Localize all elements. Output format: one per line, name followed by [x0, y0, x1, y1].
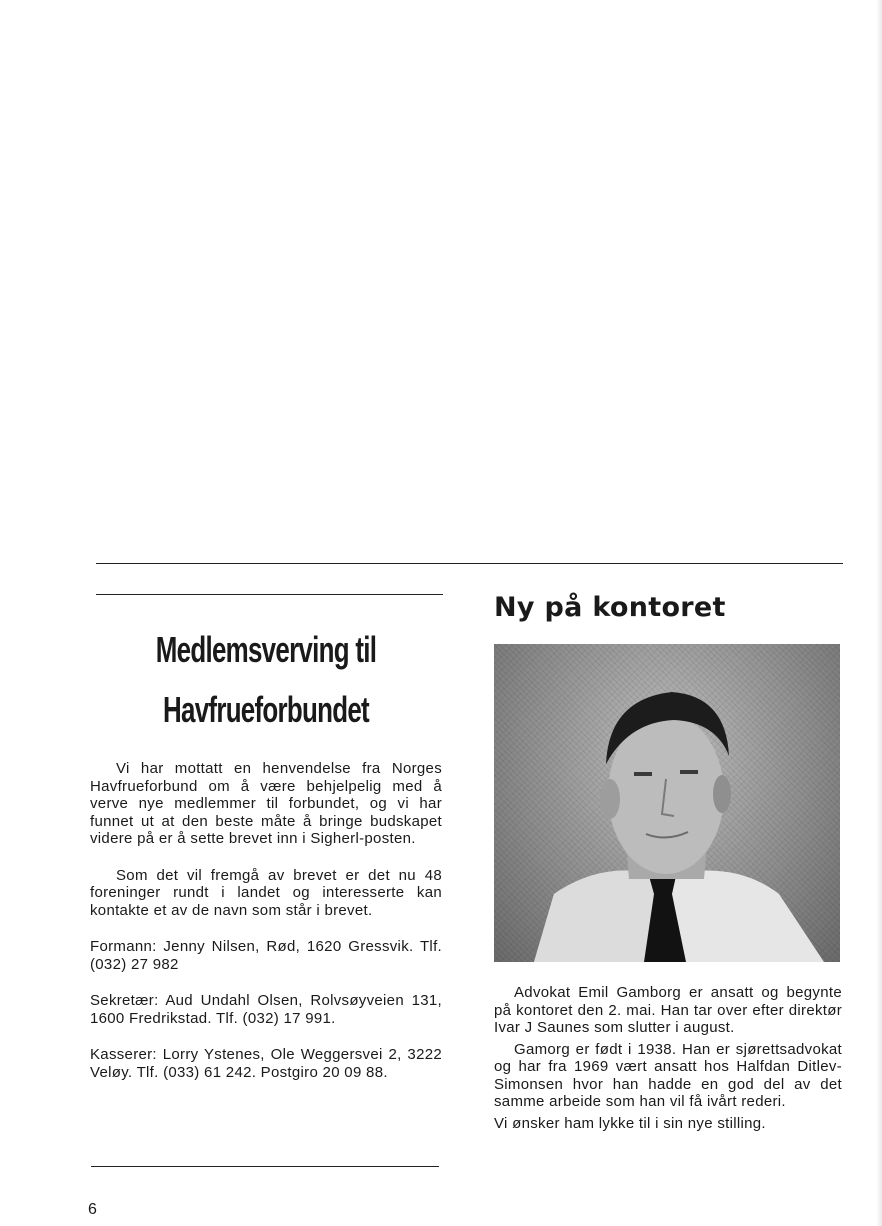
right-article-body [494, 984, 842, 1132]
contact-formann: Formann: Jenny Nilsen, Rød, 1620 Gressvik. Tlf. (032) 27 982 [90, 938, 442, 973]
headline-line-2: Havfrueforbundet [163, 689, 369, 730]
right-paragraph-1: Advokat Emil Gamborg er ansatt og begynte på kontoret den 2. mai. Han tar over efter direktør Ivar J Saunes som slutter i august. [494, 984, 842, 1036]
page-edge-shadow [876, 0, 882, 1226]
left-article-bottom-rule [91, 1166, 439, 1167]
section-divider-top [96, 563, 843, 564]
left-paragraph-1: Vi har mottatt en henvendelse fra Norges Havfrueforbund om å være behjelpelig med å verve nye medlemmer til forbundet, og vi har funnet ut at den beste måte å bringe budskapet videre på er å sette brevet inn i Sigherl-posten. [90, 760, 442, 847]
page-number: 6 [88, 1201, 97, 1218]
portrait-illustration [494, 644, 840, 962]
left-paragraph-2: Som det vil fremgå av brevet er det nu 48 foreninger rundt i landet og interesserte kan kontakte et av de navn som står i brevet. [90, 866, 442, 919]
contact-kasserer: Kasserer: Lorry Ystenes, Ole Weggersvei 2, 3222 Veløy. Tlf. (033) 61 242. Postgiro 20 09 88. [90, 1046, 442, 1081]
headline-line-1: Medlemsverving til [155, 629, 377, 670]
right-paragraph-3: Vi ønsker ham lykke til i sin nye stilling. [494, 1114, 766, 1132]
left-article-headline [139, 620, 392, 740]
right-paragraph-2: Gamorg er født i 1938. Han er sjørettsadvokat og har fra 1969 vært ansatt hos Halfdan Ditlev-Simonsen hvor han hadde en god del av det samme arbeide som han vil få ivårt rederi. [494, 1040, 842, 1110]
left-article-top-rule [96, 594, 443, 595]
contact-sekretaer: Sekretær: Aud Undahl Olsen, Rolvsøyveien 131, 1600 Fredrikstad. Tlf. (032) 17 991. [90, 992, 442, 1027]
right-article-title: Ny på kontoret [494, 592, 726, 623]
right-article [494, 590, 842, 1132]
portrait-photo [494, 644, 840, 962]
left-article [90, 620, 442, 1081]
